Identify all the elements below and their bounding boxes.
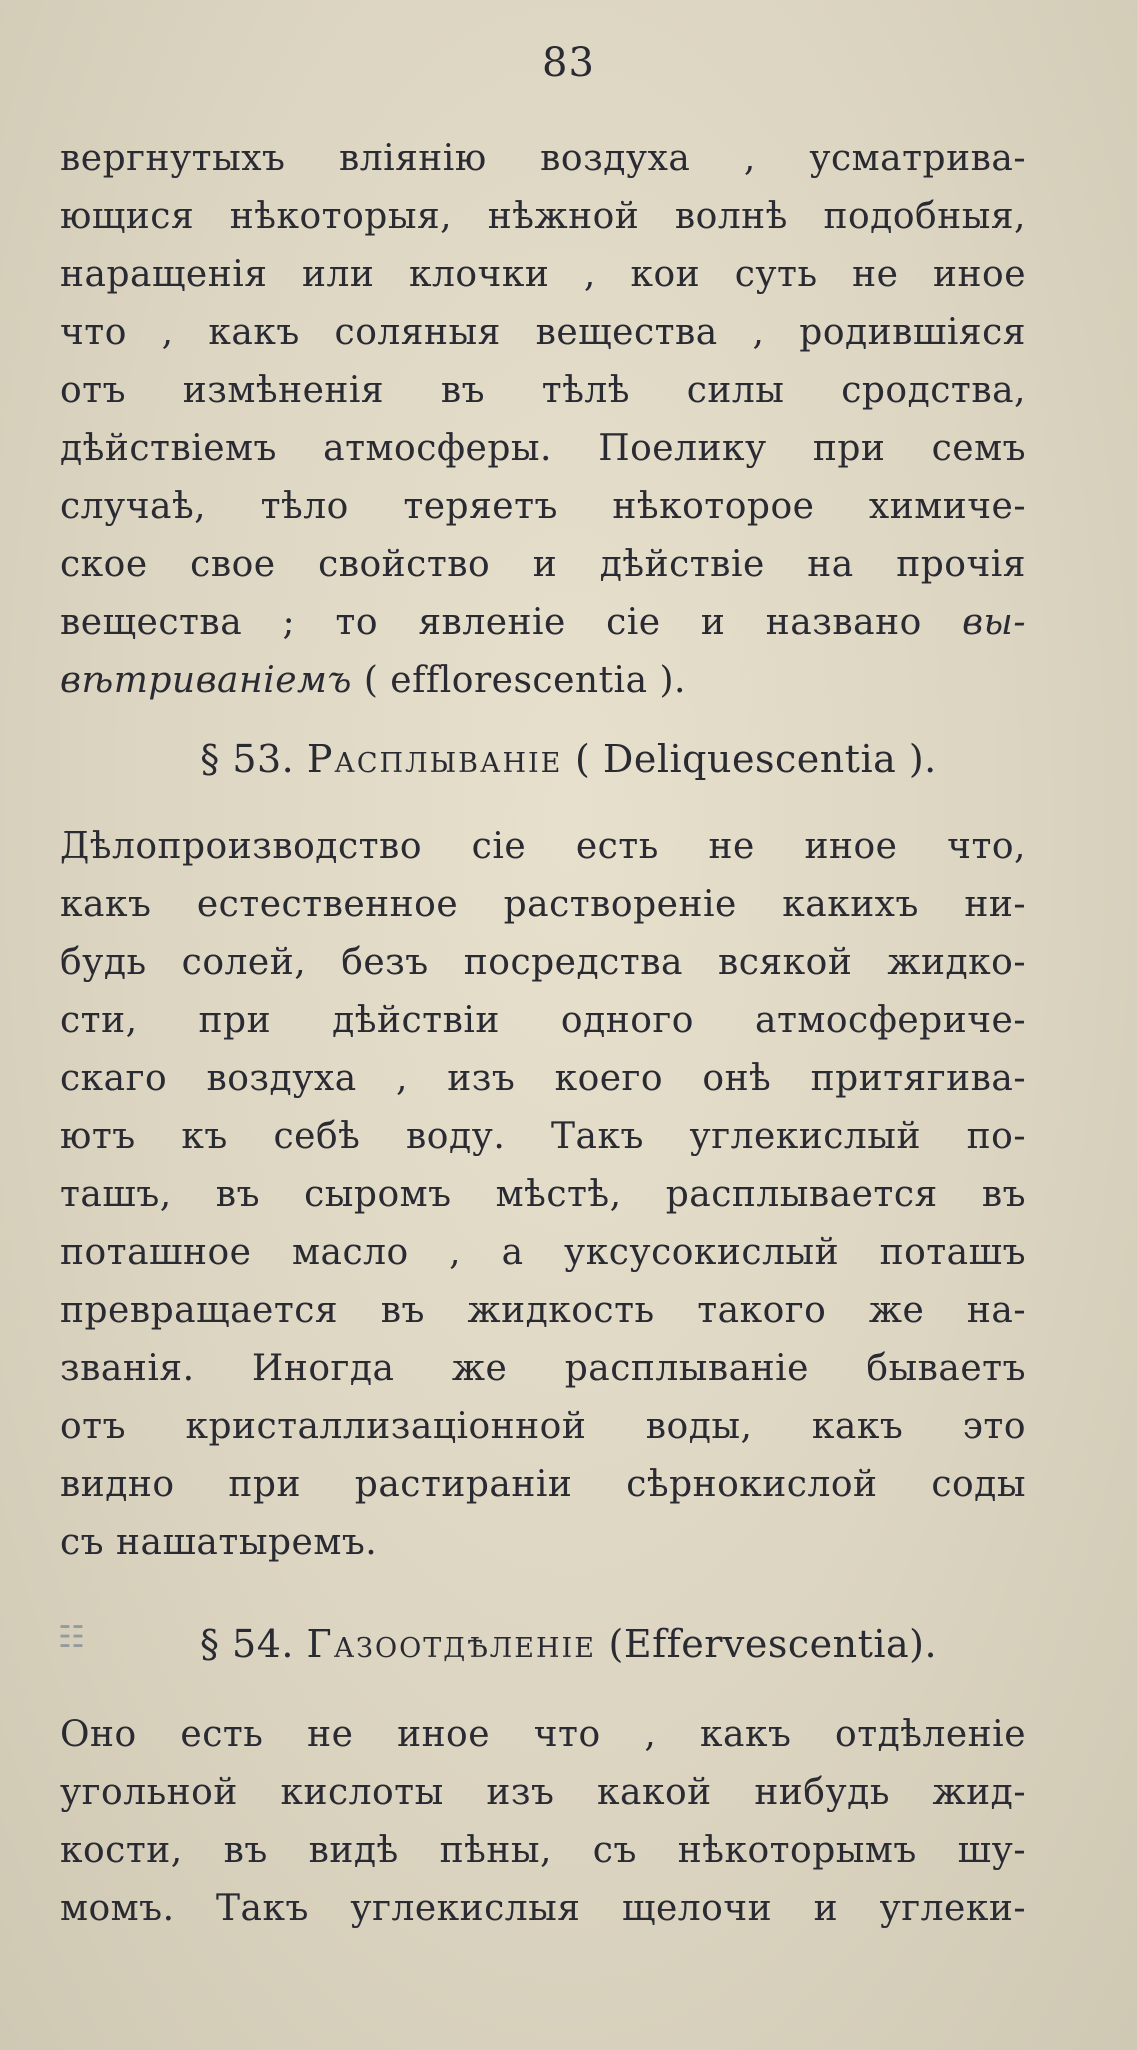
italic-term: вѣтриванiемъ bbox=[60, 660, 352, 701]
text-line: отъ кристаллизацiонной воды, какъ это bbox=[60, 1406, 1026, 1447]
text-segment: вещества ; то явленiе сiе и названо bbox=[60, 602, 963, 643]
text-line: поташное масло , а уксусокислый поташъ bbox=[60, 1232, 1026, 1273]
page-number: 83 bbox=[542, 40, 595, 86]
text-line: отъ измѣненiя въ тѣлѣ силы сродства, bbox=[60, 370, 1026, 411]
text-line bbox=[60, 652, 1026, 710]
text-line: превращается въ жидкость такого же на- bbox=[60, 1290, 1026, 1331]
section-heading-54 bbox=[0, 1615, 1137, 1673]
text-line: будь солей, безъ посредства всякой жидко- bbox=[60, 942, 1026, 983]
section-title: Газоотдѣленiе bbox=[306, 1622, 596, 1666]
paragraph-efflorescence bbox=[60, 130, 1026, 710]
text-line: случаѣ, тѣло теряетъ нѣкоторое химиче- bbox=[60, 486, 1026, 527]
text-line: сти, при дѣйствiи одного атмосфериче- bbox=[60, 1000, 1026, 1041]
text-line: дѣйствiемъ атмосферы. Поелику при семъ bbox=[60, 428, 1026, 469]
text-line: Дѣлопроизводство сiе есть не иное что, bbox=[60, 826, 1026, 867]
text-line: скаго воздуха , изъ коего онѣ притягива- bbox=[60, 1058, 1026, 1099]
text-line: ское свое свойство и дѣйствiе на прочiя bbox=[60, 544, 1026, 585]
text-line: какъ естественное растворенiе какихъ ни- bbox=[60, 884, 1026, 925]
section-number: § 53. bbox=[200, 737, 295, 781]
section-latin: ( Deliquescentia ). bbox=[574, 737, 937, 781]
text-line: момъ. Такъ углекислыя щелочи и углеки- bbox=[60, 1888, 1026, 1929]
text-line: наращенiя или клочки , кои суть не иное bbox=[60, 254, 1026, 295]
text-line: угольной кислоты изъ какой нибудь жид- bbox=[60, 1772, 1026, 1813]
section-title: Расплыванiе bbox=[306, 737, 563, 781]
text-segment: ( efflorescentia ). bbox=[351, 660, 686, 701]
section-number: § 54. bbox=[199, 1622, 294, 1666]
text-line: ташъ, въ сыромъ мѣстѣ, расплывается въ bbox=[60, 1174, 1026, 1215]
italic-term: вы- bbox=[962, 602, 1026, 643]
text-line: съ нашатыремъ. bbox=[60, 1522, 378, 1563]
text-line: ющися нѣкоторыя, нѣжной волнѣ подобныя, bbox=[60, 196, 1026, 237]
text-line: Оно есть не иное что , какъ отдѣленiе bbox=[60, 1714, 1026, 1755]
paragraph-effervescence bbox=[60, 1706, 1026, 1938]
margin-stamp-icon: ☷ bbox=[58, 1620, 83, 1655]
text-line: званiя. Иногда же расплыванiе бываетъ bbox=[60, 1348, 1026, 1389]
paragraph-deliquescence bbox=[60, 818, 1026, 1572]
section-latin: (Effervescentia). bbox=[608, 1622, 938, 1666]
text-line: кости, въ видѣ пѣны, съ нѣкоторымъ шу- bbox=[60, 1830, 1026, 1871]
text-line: видно при растиранiи сѣрнокислой соды bbox=[60, 1464, 1026, 1505]
text-line bbox=[60, 594, 1026, 652]
text-line: вергнутыхъ влiянiю воздуха , усматрива- bbox=[60, 138, 1026, 179]
text-line: что , какъ соляныя вещества , родившiяся bbox=[60, 312, 1026, 353]
section-heading-53 bbox=[0, 730, 1137, 788]
text-line: ютъ къ себѣ воду. Такъ углекислый по- bbox=[60, 1116, 1026, 1157]
